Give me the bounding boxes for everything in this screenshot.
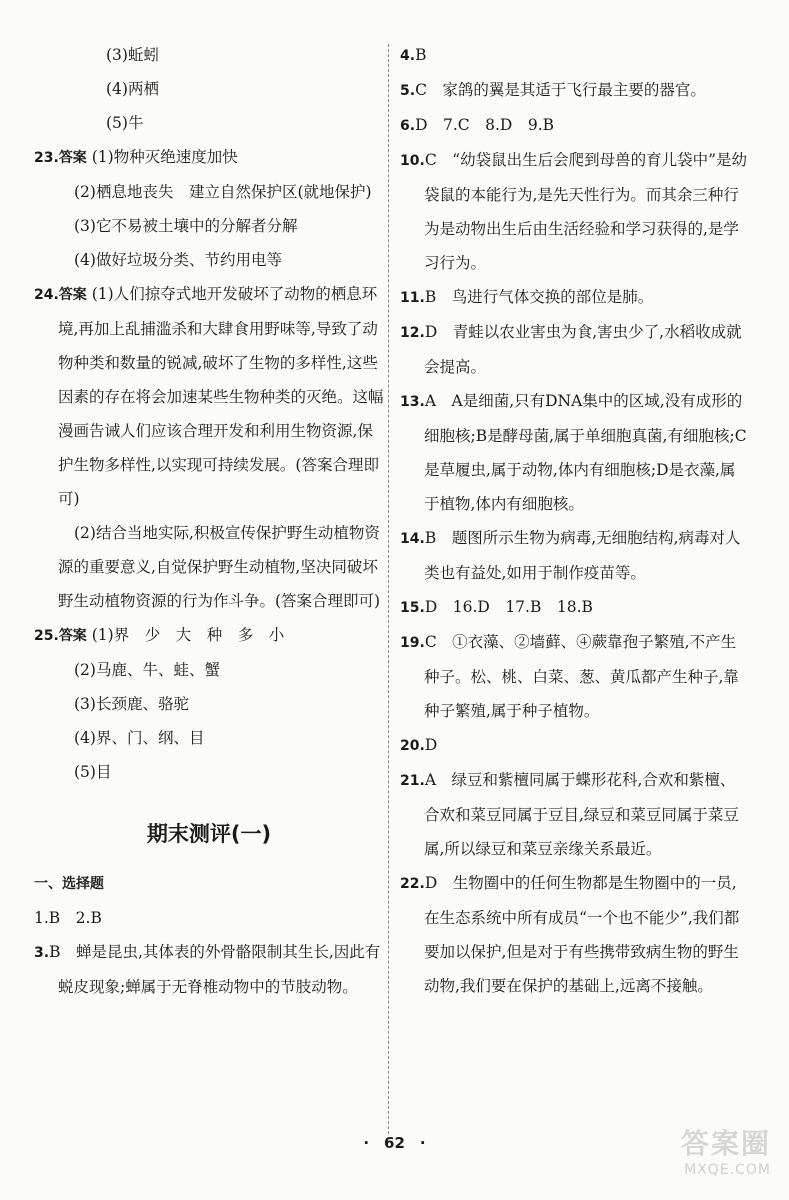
question-number: 11. — [400, 290, 425, 306]
answer-text: D 生物圈中的任何生物都是生物圈中的一员,在生态系统中所有成员“一个也不能少”,我们都要加以保护,但是对于有些携带致病生物的野生动物,我们要在保护的基础上,远离不接触。 — [424, 874, 740, 995]
answer-text: B 题图所示生物为病毒,无细胞结构,病毒对人类也有益处,如用于制作疫苗等。 — [424, 529, 741, 582]
answer-paragraph: (2)结合当地实际,积极宣传保护野生动植物资源的重要意义,自觉保护野生动植物,坚决同破坏野生动植物资源的行为作斗争。(答案合理即可) — [58, 524, 381, 610]
page-number: · 62 · — [363, 1134, 426, 1152]
question-number: 6. — [400, 118, 416, 134]
watermark-logo — [631, 1122, 771, 1192]
answer-text: B — [415, 46, 427, 64]
answer-item — [400, 38, 750, 73]
answer-item — [400, 763, 750, 866]
answer-text: B 蝉是昆虫,其体表的外骨骼限制其生长,因此有蜕皮现象;蝉属于无脊椎动物中的节肢动物。 — [49, 943, 381, 996]
section-heading: 一、选择题 — [34, 876, 104, 892]
answer-text: A A是细菌,只有DNA集中的区域,没有成形的细胞核;B是酵母菌,属于单细胞真菌,有细胞核;C是草履虫,属于动物,体内有细胞核;D是衣藻,属于植物,体内有细胞核。 — [424, 392, 747, 513]
answer-text: D 青蛙以农业害虫为食,害虫少了,水稻收成就会提高。 — [424, 323, 742, 376]
question-number: 15. — [400, 600, 425, 616]
question-number: 13. — [400, 394, 425, 410]
section-title: 期末测评(一) — [146, 822, 272, 846]
question-number: 10. — [400, 153, 425, 169]
answer-line: (3)蚯蚓 — [106, 46, 159, 64]
question-number: 14. — [400, 531, 425, 547]
question-number: 12. — [400, 325, 425, 341]
question-number: 24. — [34, 287, 59, 303]
answer-line: 1.B 2.B — [34, 909, 102, 927]
answer-line: (3)长颈鹿、骆驼 — [74, 695, 189, 713]
answer-label: 答案 — [58, 628, 87, 644]
answer-text: B 鸟进行气体交换的部位是肺。 — [424, 288, 654, 306]
answer-item — [400, 143, 750, 280]
answer-item — [400, 108, 750, 143]
question-23 — [34, 140, 384, 175]
answer-label: 答案 — [58, 150, 87, 166]
answer-line: (2)栖息地丧失 建立自然保护区(就地保护) — [74, 183, 372, 201]
answer-line: (4)两栖 — [106, 80, 159, 98]
answer-text: D 7.C 8.D 9.B — [415, 116, 555, 134]
answer-item — [400, 73, 750, 108]
answer-text: (1)人们掠夺式地开发破坏了动物的栖息环境,再加上乱捕滥杀和大肆食用野味等,导致了动物种类和数量的锐减,破坏了生物的多样性,这些因素的存在将会加速某些生物种类的灭绝。这幅漫画告诫人们应该合理开发和利用生物资源,保护生物多样性,以实现可持续发展。(答案合理即可) — [58, 285, 384, 508]
question-3 — [34, 935, 384, 1004]
question-number: 20. — [400, 738, 425, 754]
answer-item — [400, 728, 750, 763]
answer-line: (3)它不易被土壤中的分解者分解 — [74, 217, 298, 235]
answer-text: (1)物种灭绝速度加快 — [91, 148, 238, 166]
answer-line: (4)界、门、纲、目 — [74, 729, 205, 747]
answer-item — [400, 315, 750, 384]
answer-text: C 家鸽的翼是其适于飞行最主要的器官。 — [415, 81, 706, 99]
watermark-text: 答案圈 — [680, 1127, 771, 1160]
question-number: 21. — [400, 773, 425, 789]
question-number: 19. — [400, 635, 425, 651]
watermark-url: MXQE.COM — [684, 1162, 771, 1178]
answer-text: D 16.D 17.B 18.B — [424, 598, 593, 616]
question-24 — [34, 277, 384, 516]
answer-line: (4)做好垃圾分类、节约用电等 — [74, 251, 282, 269]
answer-item — [400, 384, 750, 521]
answer-text: (1)界 少 大 种 多 小 — [91, 626, 285, 644]
answer-item — [400, 590, 750, 625]
answer-item — [400, 625, 750, 728]
question-number: 25. — [34, 628, 59, 644]
answer-text: C ①衣藻、②墙藓、④蕨靠孢子繁殖,不产生种子。松、桃、白菜、葱、黄瓜都产生种子,靠种子繁殖,属于种子植物。 — [424, 633, 739, 720]
answer-label: 答案 — [58, 287, 87, 303]
column-divider — [388, 44, 389, 1134]
answer-line: (5)牛 — [106, 114, 144, 132]
answer-text: A 绿豆和紫檀同属于蝶形花科,合欢和紫檀、合欢和菜豆同属于豆目,绿豆和菜豆同属于菜豆属,所以绿豆和菜豆亲缘关系最近。 — [424, 771, 739, 858]
answer-text: C “幼袋鼠出生后会爬到母兽的育儿袋中”是幼袋鼠的本能行为,是先天性行为。而其余三种行为是动物出生后由生活经验和学习获得的,是学习行为。 — [424, 151, 748, 272]
answer-line: (5)目 — [74, 763, 112, 781]
answer-item — [400, 521, 750, 590]
right-column — [400, 38, 750, 1003]
answer-text: D — [424, 736, 438, 754]
answer-item — [400, 866, 750, 1003]
question-number: 3. — [34, 945, 50, 961]
question-number: 4. — [400, 48, 416, 64]
question-25 — [34, 618, 384, 653]
answer-item — [400, 280, 750, 315]
answer-line: (2)马鹿、牛、蛙、蟹 — [74, 661, 220, 679]
question-number: 5. — [400, 83, 416, 99]
question-number: 23. — [34, 150, 59, 166]
question-number: 22. — [400, 876, 425, 892]
left-column — [34, 38, 384, 1004]
